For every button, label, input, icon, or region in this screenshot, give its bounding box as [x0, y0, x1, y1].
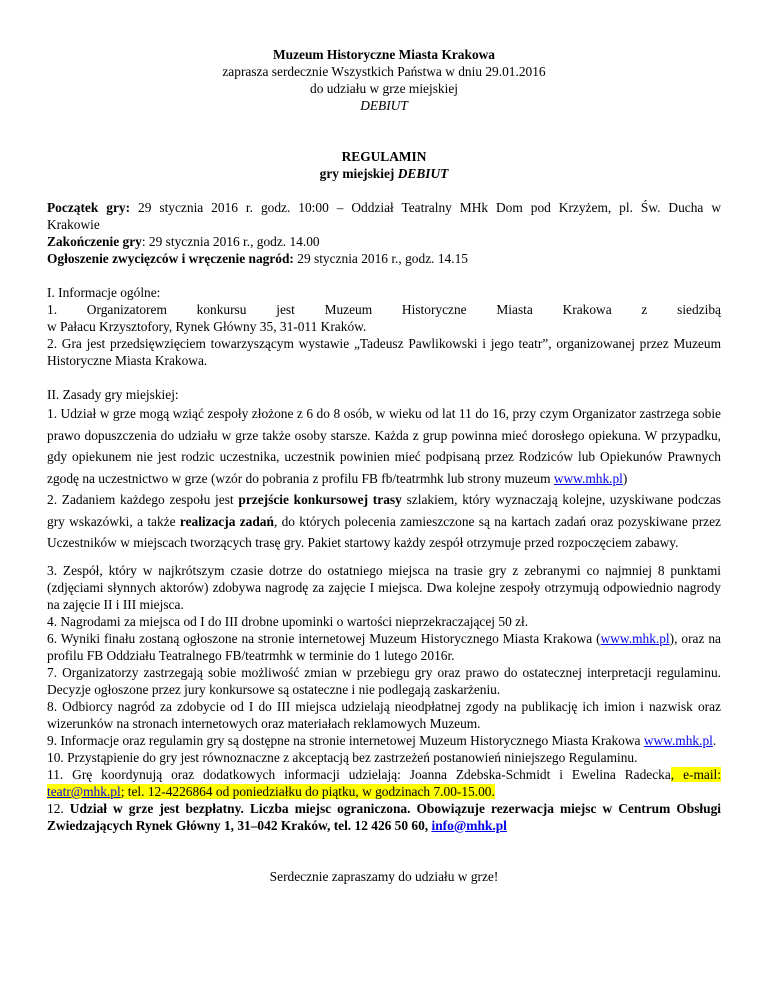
start-text: 29 stycznia 2016 r. godz. 10:00 – Oddział Teatralny MHk Dom pod Krzyżem, pl. Św. Ducha w	[130, 200, 721, 215]
section-prizes	[47, 562, 721, 834]
end-label: Zakończenie gry	[47, 234, 142, 249]
regulamin-game-name: DEBIUT	[397, 166, 449, 181]
rule-1-1-cont: w Pałacu Krzysztofory, Rynek Główny 35, 31-011 Kraków.	[47, 319, 367, 334]
info-email-link[interactable]: info@mhk.pl	[431, 817, 507, 833]
end-text: : 29 stycznia 2016 r., godz. 14.00	[141, 234, 320, 249]
document-page	[47, 46, 721, 885]
start-label: Początek gry:	[47, 200, 131, 215]
rule-1-2: 2. Gra jest przedsięwzięciem towarzyszącym wystawie „Tadeusz Pawlikowski i jego teatr”, organizowanej przez Muzeum Historyczne Miasta Krakowa.	[47, 336, 721, 368]
rule-9-text: 9. Informacje oraz regulamin gry są dostępne na stronie internetowej Muzeum Historycznego Miasta Krakowa	[47, 732, 644, 748]
section-heading: II. Zasady gry miejskiej:	[47, 387, 179, 402]
regulamin-heading	[47, 148, 721, 182]
rule-2-2	[47, 489, 721, 554]
rule-11-email-label: , e-mail:	[670, 766, 721, 782]
rule-2-2-text: szlakiem, który wyznaczają kolejne, uzyskiwane podczas gry wskazówki, a także	[47, 492, 721, 529]
schedule-block	[47, 199, 721, 267]
rule-6-text: ), oraz na profilu FB Oddziału Teatralnego FB/teatrmhk w terminie do 1 lutego 2016r.	[47, 630, 721, 663]
rule-6-text: 6. Wyniki finału zostaną ogłoszone na stronie internetowej Muzeum Historycznego Miasta Krakowa (	[47, 630, 601, 646]
invitation-header	[47, 46, 721, 114]
section-general-info	[47, 284, 721, 369]
rule-1-1: 1. Organizatorem konkursu jest Muzeum Historyczne Miasta Krakowa z siedzibą	[47, 302, 721, 317]
invitation-line: zaprasza serdecznie Wszystkich Państwa w dniu 29.01.2016	[222, 64, 546, 79]
rule-7: 7. Organizatorzy zastrzegają sobie możliwość zmian w przebiegu gry oraz prawo do ostatecznej interpretacji regulaminu. Decyzje ogłoszone przez jury konkursowe są ostateczne i nie podlegają zaskarżeniu.	[47, 664, 721, 697]
rule-4: 4. Nagrodami za miejsca od I do III drobne upominki o wartości nieprzekraczającej 50 zł.	[47, 613, 529, 629]
rule-6	[47, 630, 721, 664]
rule-2-2-text: 2. Zadaniem każdego zespołu jest	[47, 492, 239, 507]
start-text-cont: Krakowie	[47, 217, 100, 232]
rule-11-phone: ; tel. 12-4226864 od poniedziałku do piątku, w godzinach 7.00-15.00.	[120, 783, 495, 799]
rule-11-text: 11. Grę koordynują oraz dodatkowych informacji udzielają: Joanna Zdebska-Schmidt i Ewelina Radecka	[47, 766, 671, 782]
rule-8: 8. Odbiorcy nagród za zdobycie od I do III miejsca udzielają nieodpłatnej zgody na publikację ich imion i nazwisk oraz wizerunków na stronach internetowych oraz materiałach reklamowych Muzeum.	[47, 698, 721, 731]
mhk-link[interactable]: www.mhk.pl	[643, 732, 713, 748]
closing-line: Serdecznie zapraszamy do udziału w grze!	[269, 868, 499, 884]
awards-label: Ogłoszenie zwycięzców i wręczenie nagród:	[47, 251, 294, 266]
rule-2-2-bold-route: przejście konkursowej trasy	[238, 492, 402, 507]
rule-2-1-end: )	[622, 470, 628, 486]
rule-2-2-text: , do których polecenia zamieszczone są na kartach zadań oraz pozyskiwane przez Uczestników w miejscach tworzących trasę gry. Pakiet startowy każdy zespół otrzymuje przed rozpoczęciem zabawy.	[47, 513, 721, 550]
rule-9	[47, 732, 721, 749]
rule-2-1-text: 1. Udział w grze mogą wziąć zespoły złożone z 6 do 8 osób, w wieku od lat 11 do 16, przy czym Organizator zastrzega sobie prawo dopuszczenia do udziału w grze także osoby starsze. Każda z grup powinna mieć dorosłego opiekuna. W przypadku, gdy opiekunem nie jest rodzic uczestnika, uczestnik powinien mieć podpisaną przez Rodziców lub Opiekunów Prawnych zgodę na uczestnictwo w grze (wzór do pobrania z profilu FB fb/teatrmhk lub strony muzeum	[47, 406, 721, 486]
participation-line: do udziału w grze miejskiej	[310, 81, 458, 96]
mhk-link[interactable]: www.mhk.pl	[600, 630, 670, 646]
rule-12-bold: Udział w grze jest bezpłatny. Liczba miejsc ograniczona. Obowiązuje rezerwacja miejsc w Centrum Obsługi Zwiedzających Rynek Główny 1, 31–042 Kraków, tel. 12 426 50 60,	[47, 800, 721, 833]
rule-12	[47, 800, 721, 834]
mhk-link[interactable]: www.mhk.pl	[553, 470, 623, 486]
regulamin-title: REGULAMIN	[341, 149, 427, 164]
game-name: DEBIUT	[360, 98, 408, 113]
rule-10: 10. Przystąpienie do gry jest równoznaczne z akceptacją bez zastrzeżeń postanowień niniejszego Regulaminu.	[47, 749, 638, 765]
rule-2-1	[47, 403, 721, 489]
rule-9-end: .	[712, 732, 717, 748]
rule-12-num: 12.	[47, 800, 70, 816]
rule-11	[47, 766, 721, 800]
rule-2-2-bold-tasks: realizacja zadań	[179, 513, 274, 529]
rule-3: 3. Zespół, który w najkrótszym czasie dotrze do ostatniego miejsca na trasie gry z zebranymi co najmniej 8 punktami (zdjęciami słynnych aktorów) zdobywa nagrodę za zajęcie I miejsca. Dwa kolejne zespoły otrzymują odpowiednio nagrody na zajęcie II i III miejsca.	[47, 562, 721, 612]
museum-name: Muzeum Historyczne Miasta Krakowa	[272, 47, 496, 62]
email-link[interactable]: teatr@mhk.pl	[47, 783, 121, 799]
section-heading: I. Informacje ogólne:	[47, 285, 161, 300]
section-game-rules	[47, 386, 721, 554]
awards-text: 29 stycznia 2016 r., godz. 14.15	[293, 251, 468, 266]
regulamin-subtitle: gry miejskiej	[319, 166, 398, 181]
